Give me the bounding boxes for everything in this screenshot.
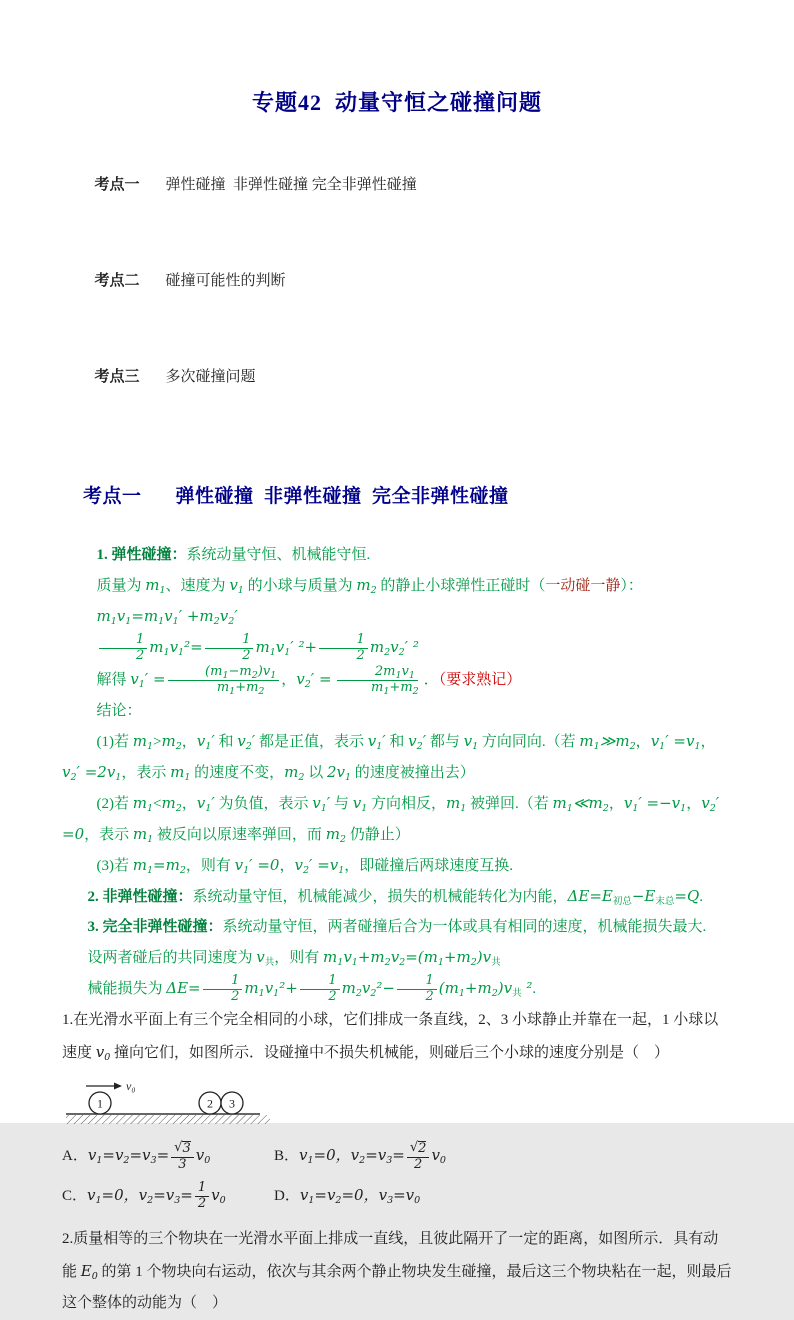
ball-3-label: 3 [229, 1096, 235, 1111]
concept-elastic-def: 1. 弹性碰撞：系统动量守恒、机械能守恒. [96, 547, 371, 563]
concept-block [62, 540, 732, 1005]
option-c: C．$v_1=0$，$v_2=v_3=$ $\frac{1}{2}$ $v_0$ [62, 1180, 226, 1212]
problem-1-text: 1.在光滑水平面上有三个完全相同的小球，它们排成一条直线，2、3 小球静止并靠在一起，1 小球以速度 $v_0$ 撞向它们，如图所示．设碰撞中不损失机械能，则碰后三个小球的速度分别是（ ） [62, 1012, 719, 1063]
problems-block [62, 1005, 732, 1320]
page-title: 专题42 动量守恒之碰撞问题 [251, 90, 542, 115]
topic-text: 多次碰撞问题 [165, 369, 256, 385]
formula-solution: 解得 $v_1'$ = $\frac{(m_1-m_2)v_1}{m_1+m_2}$ ，$v_2'$ = $\frac{2m_1v_1}{m_1+m_2}$ ．（要求熟记） [96, 664, 522, 698]
conclusion-1: (1)若 $m_1>m_2$，$v_1'$ 和 $v_2'$ 都是正值，表示 $v_1'$ 和 $v_2'$ 都与 $v_1$ 方向同向.（若 $m_1≫m_2$，$v_1' =v_1$，$v_2' =2v_1$，表示 $m_1$ 的速度不变，$m_2$ 以 $2v_1$ 的速度被撞出去） [62, 732, 716, 783]
topic-item-2 [72, 233, 732, 329]
topic-text: 弹性碰撞 非弹性碰撞 完全非弹性碰撞 [165, 177, 417, 193]
option-b: B．$v_1=0$，$v_2=v_3=$ √ 2 2 $v_0$ [274, 1139, 446, 1172]
ball-1-label: 1 [97, 1096, 103, 1111]
problem-1-options [62, 1136, 732, 1216]
problem-2-text: 2.质量相等的三个物块在一光滑水平面上排成一直线，且彼此隔开了一定的距离，如图所示．具有动能 $E_0$ 的第 1 个物块向右运动，依次与其余两个静止物块发生碰撞，最后这三个物块粘在一起，则最后这个整体的动能为（ ） [62, 1231, 732, 1311]
option-d: D．$v_1=v_2=0$，$v_3=v_0$ [274, 1186, 421, 1206]
conclusion-3: (3)若 $m_1=m_2$，则有 $v_1' =0$，$v_2' =v_1$，即碰撞后两球速度互换. [96, 856, 514, 876]
ball-2-label: 2 [207, 1096, 213, 1111]
formula-energy: $\frac{1}{2}$ $m_1v_1^2=$ $\frac{1}{2}$ $m_1v_1'$ ²+ $\frac{1}{2}$ $m_2v_2'$ ² [62, 632, 732, 664]
collision-diagram [64, 1077, 274, 1127]
topic-item-3 [72, 329, 732, 425]
topic-list [62, 137, 732, 425]
formula-energy-loss: 械能损失为 ΔE= $\frac{1}{2}$ $m_1v_1^2+$ $\frac{1}{2}$ $m_2v_2^2-$ $\frac{1}{2}$ $(m_1+m_2)v_共$ ². [87, 973, 537, 1005]
formula-momentum: $m_1v_1=m_1v_1' +m_2v_2'$ [96, 607, 238, 627]
section-title: 弹性碰撞 非弹性碰撞 完全非弹性碰撞 [175, 486, 509, 507]
topic-label: 考点一 [94, 177, 140, 193]
velocity-label: v₀ [126, 1079, 136, 1093]
velocity-arrowhead [114, 1083, 122, 1090]
conclusion-2: (2)若 $m_1<m_2$，$v_1'$ 为负值，表示 $v_1'$ 与 $v_1$ 方向相反，$m_1$ 被弹回.（若 $m_1≪m_2$，$v_1' =-v_1$，$v_2' =0$，表示 $m_1$ 被反向以原速率弹回，而 $m_2$ 仍静止） [62, 794, 724, 845]
conclusion-header: 结论： [96, 703, 142, 719]
topic-item-1 [72, 137, 732, 233]
ground-hatching [66, 1115, 270, 1124]
topic-label: 考点二 [94, 273, 140, 289]
options-row-1 [62, 1136, 732, 1176]
topic-label: 考点三 [94, 369, 140, 385]
concept-perfectly-inelastic-def: 3. 完全非弹性碰撞：系统动量守恒，两者碰撞后合为一体或具有相同的速度，机械能损失最大. [87, 919, 707, 935]
formula-common-velocity: 设两者碰后的共同速度为 $v_共$，则有 $m_1v_1+m_2v_2=(m_1+m_2)v_共$ [87, 948, 501, 968]
option-a: A．$v_1=v_2=v_3=$ √ 3 3 $v_0$ [62, 1139, 211, 1172]
concept-inelastic-def: 2. 非弹性碰撞：系统动量守恒，机械能减少，损失的机械能转化为内能，$\Delta E=E_{初总}-E_{末总}=Q$. [87, 887, 704, 907]
concept-setup: 质量为 $m_1$、速度为 $v_1$ 的小球与质量为 $m_2$ 的静止小球弹性正碰时（一动碰一静）： [96, 576, 643, 596]
section-label: 考点一 [83, 486, 142, 507]
problem-1-diagram [64, 1077, 732, 1132]
options-row-2 [62, 1176, 732, 1216]
topic-text: 碰撞可能性的判断 [165, 273, 286, 289]
section-heading [62, 459, 732, 530]
